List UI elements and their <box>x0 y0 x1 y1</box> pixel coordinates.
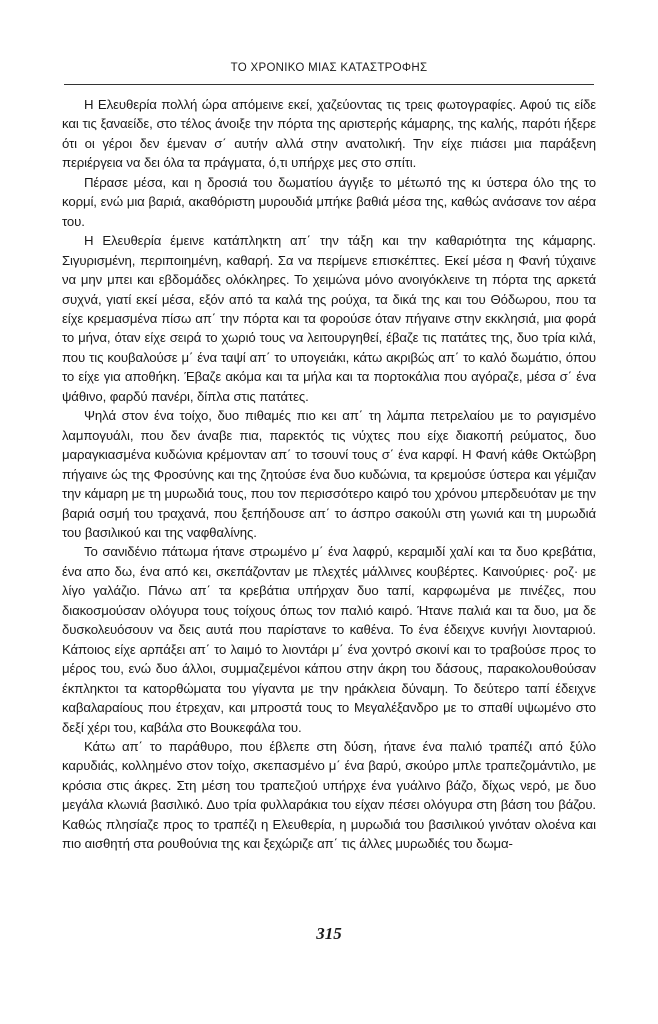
paragraph: Κάτω απ΄ το παράθυρο, που έβλεπε στη δύση, ήτανε ένα παλιό τραπέζι από ξύλο καρυδιάς, κολλημένο στον τοίχο, σκεπασμένο μ΄ ένα βαρύ, σκούρο μπλε τραπεζομάντιλο, με κρόσια στις άκρες. Στη μέση του τραπεζιού υπήρχε ένα γυάλινο βάζο, δίχως νερό, με δυο μεγάλα κλωνιά βασιλικό. Δυο τρία φυλλαράκια του είχαν πέσει ολόγυρα στη βάση του βάζου. Καθώς πλησίαζε προς το τραπέζι η Ελευθερία, η μυρωδιά του βασιλικού γινόταν ολοένα και πιο αισθητή στα ρουθούνια της και ξεχώριζε απ΄ τις άλλες μυρωδιές του δωμα- <box>62 738 596 852</box>
page-number: 315 <box>316 924 342 943</box>
header-rule <box>64 84 594 85</box>
paragraph: Πέρασε μέσα, και η δροσιά του δωματίου άγγιξε το μέτωπό της κι ύστερα όλο της το κορμί, ενώ μια βαριά, ακαθόριστη μυρουδιά μπήκε βαθιά μέσα της, καθώς ανάσανε τον αέρα του. <box>62 174 596 229</box>
paragraph: Η Ελευθερία πολλή ώρα απόμεινε εκεί, χαζεύοντας τις τρεις φωτογραφίες. Αφού τις είδε και τις ξαναείδε, στο τέλος άνοιξε την πόρτα της αριστερής κάμαρης, της καλής, παρότι ήξερε ότι οι γέροι δεν έμεναν σ΄ αυτήν αλλά στην ανατολική. Την είχε πιάσει μια παράξενη περιέργεια να δει όλα τα πράγματα, ό,τι υπήρχε μες στο σπίτι. <box>62 97 596 171</box>
paragraph: Το σανιδένιο πάτωμα ήτανε στρωμένο μ΄ ένα λαφρύ, κεραμιδί χαλί και τα δυο κρεβάτια, ένα απο δω, ένα από κει, σκεπάζονταν με πλεχτές μάλλινες κουβέρτες. Καινούριες· ροζ· με λίγο γαλάζιο. Πάνω απ΄ τα κρεβάτια υπήρχαν δυο ταπί, καρφωμένα με πινέζες, που διακοσμούσαν ολόγυρα τους τοίχους όπως τον παλιό καιρό. Ήτανε παλιά και τα δυο, μα δε δυσκολευόσουν να δεις αυτά που παρίστανε το καθένα. Το ένα έδειχνε κυνήγι λιονταριού. Κάποιος είχε αρπάξει απ΄ το λαιμό το λιοντάρι μ΄ ένα χοντρό σκοινί και το τραβούσε προς το μέρος του, ενώ δυο άλλοι, συμμαζεμένοι κάπου στην άκρη του δάσους, παρακολουθούσαν έκπληκτοι τα κατορθώματα του γίγαντα με την ηράκλεια δύναμη. Το δεύτερο ταπί έδειχνε καβαλαραίους που έτρεχαν, και μπροστά τους το Μεγαλέξανδρο με το σπαθί υψωμένο στο δεξί χέρι του, καβάλα στο Βουκεφάλα του. <box>62 544 596 735</box>
paragraph: Η Ελευθερία έμεινε κατάπληκτη απ΄ την τάξη και την καθαριότητα της κάμαρης. Σιγυρισμένη, περιποιημένη, καθαρή. Σα να περίμενε επισκέπτες. Εκεί μέσα η Φανή τύχαινε να μην μπει και εβδομάδες ολόκληρες. Το χειμώνα μόνο ανοιγόκλεινε τη πόρτα της αρκετά συχνά, γιατί εκεί μέσα, εξόν από τα καλά της ρούχα, τα δικά της και του Θόδωρου, που τα είχε κρεμασμένα πίσω απ΄ την πόρτα και τα φορούσε όταν πήγαινε στην εκκλησιά, μια φορά το μήνα, όταν είχε σειρά το χωριό τους να λειτουργηθεί, έβαζε τις πατάτες της, δυο τρία κιλά, που τις κουβαλούσε μ΄ ένα ταψί απ΄ το υπογειάκι, κάτω ακριβώς απ΄ το καλό δωμάτιο, όπου το είχε για αποθήκη. Έβαζε ακόμα και τα μήλα και τα πορτοκάλια που αγόραζε, μέσα σ΄ ένα ψάθινο, φαρδύ πανέρι, δίπλα στις πατάτες. <box>62 233 596 404</box>
body-text <box>62 95 596 854</box>
paragraph: Ψηλά στον ένα τοίχο, δυο πιθαμές πιο κει απ΄ τη λάμπα πετρελαίου με το ραγισμένο λαμπογυάλι, που δεν άναβε πια, παρεκτός τις νύχτες που είχε διακοπή ρεύματος, δυο μαραγκιασμένα κυδώνια κρέμονταν απ΄ το τσουνί τους σ΄ ένα καρφί. Η Φανή κάθε Οκτώβρη πήγαινε ώς της Φροσύνης και της ζητούσε ένα δυο κυδώνια, τα κρεμούσε ύστερα και γέμιζαν την κάμαρη με τη μυρωδιά τους, που τον περισσότερο καιρό του χρόνου μπερδευόταν με την βαριά οσμή του τραχανά, που ξεπήδουσε απ΄ το άσπρο σακούλι στη γωνιά και τη μυρωδιά του βασιλικού και της ναφθαλίνης. <box>62 408 596 540</box>
running-header: ΤΟ ΧΡΟΝΙΚΟ ΜΙΑΣ ΚΑΤΑΣΤΡΟΦΗΣ <box>230 62 428 74</box>
